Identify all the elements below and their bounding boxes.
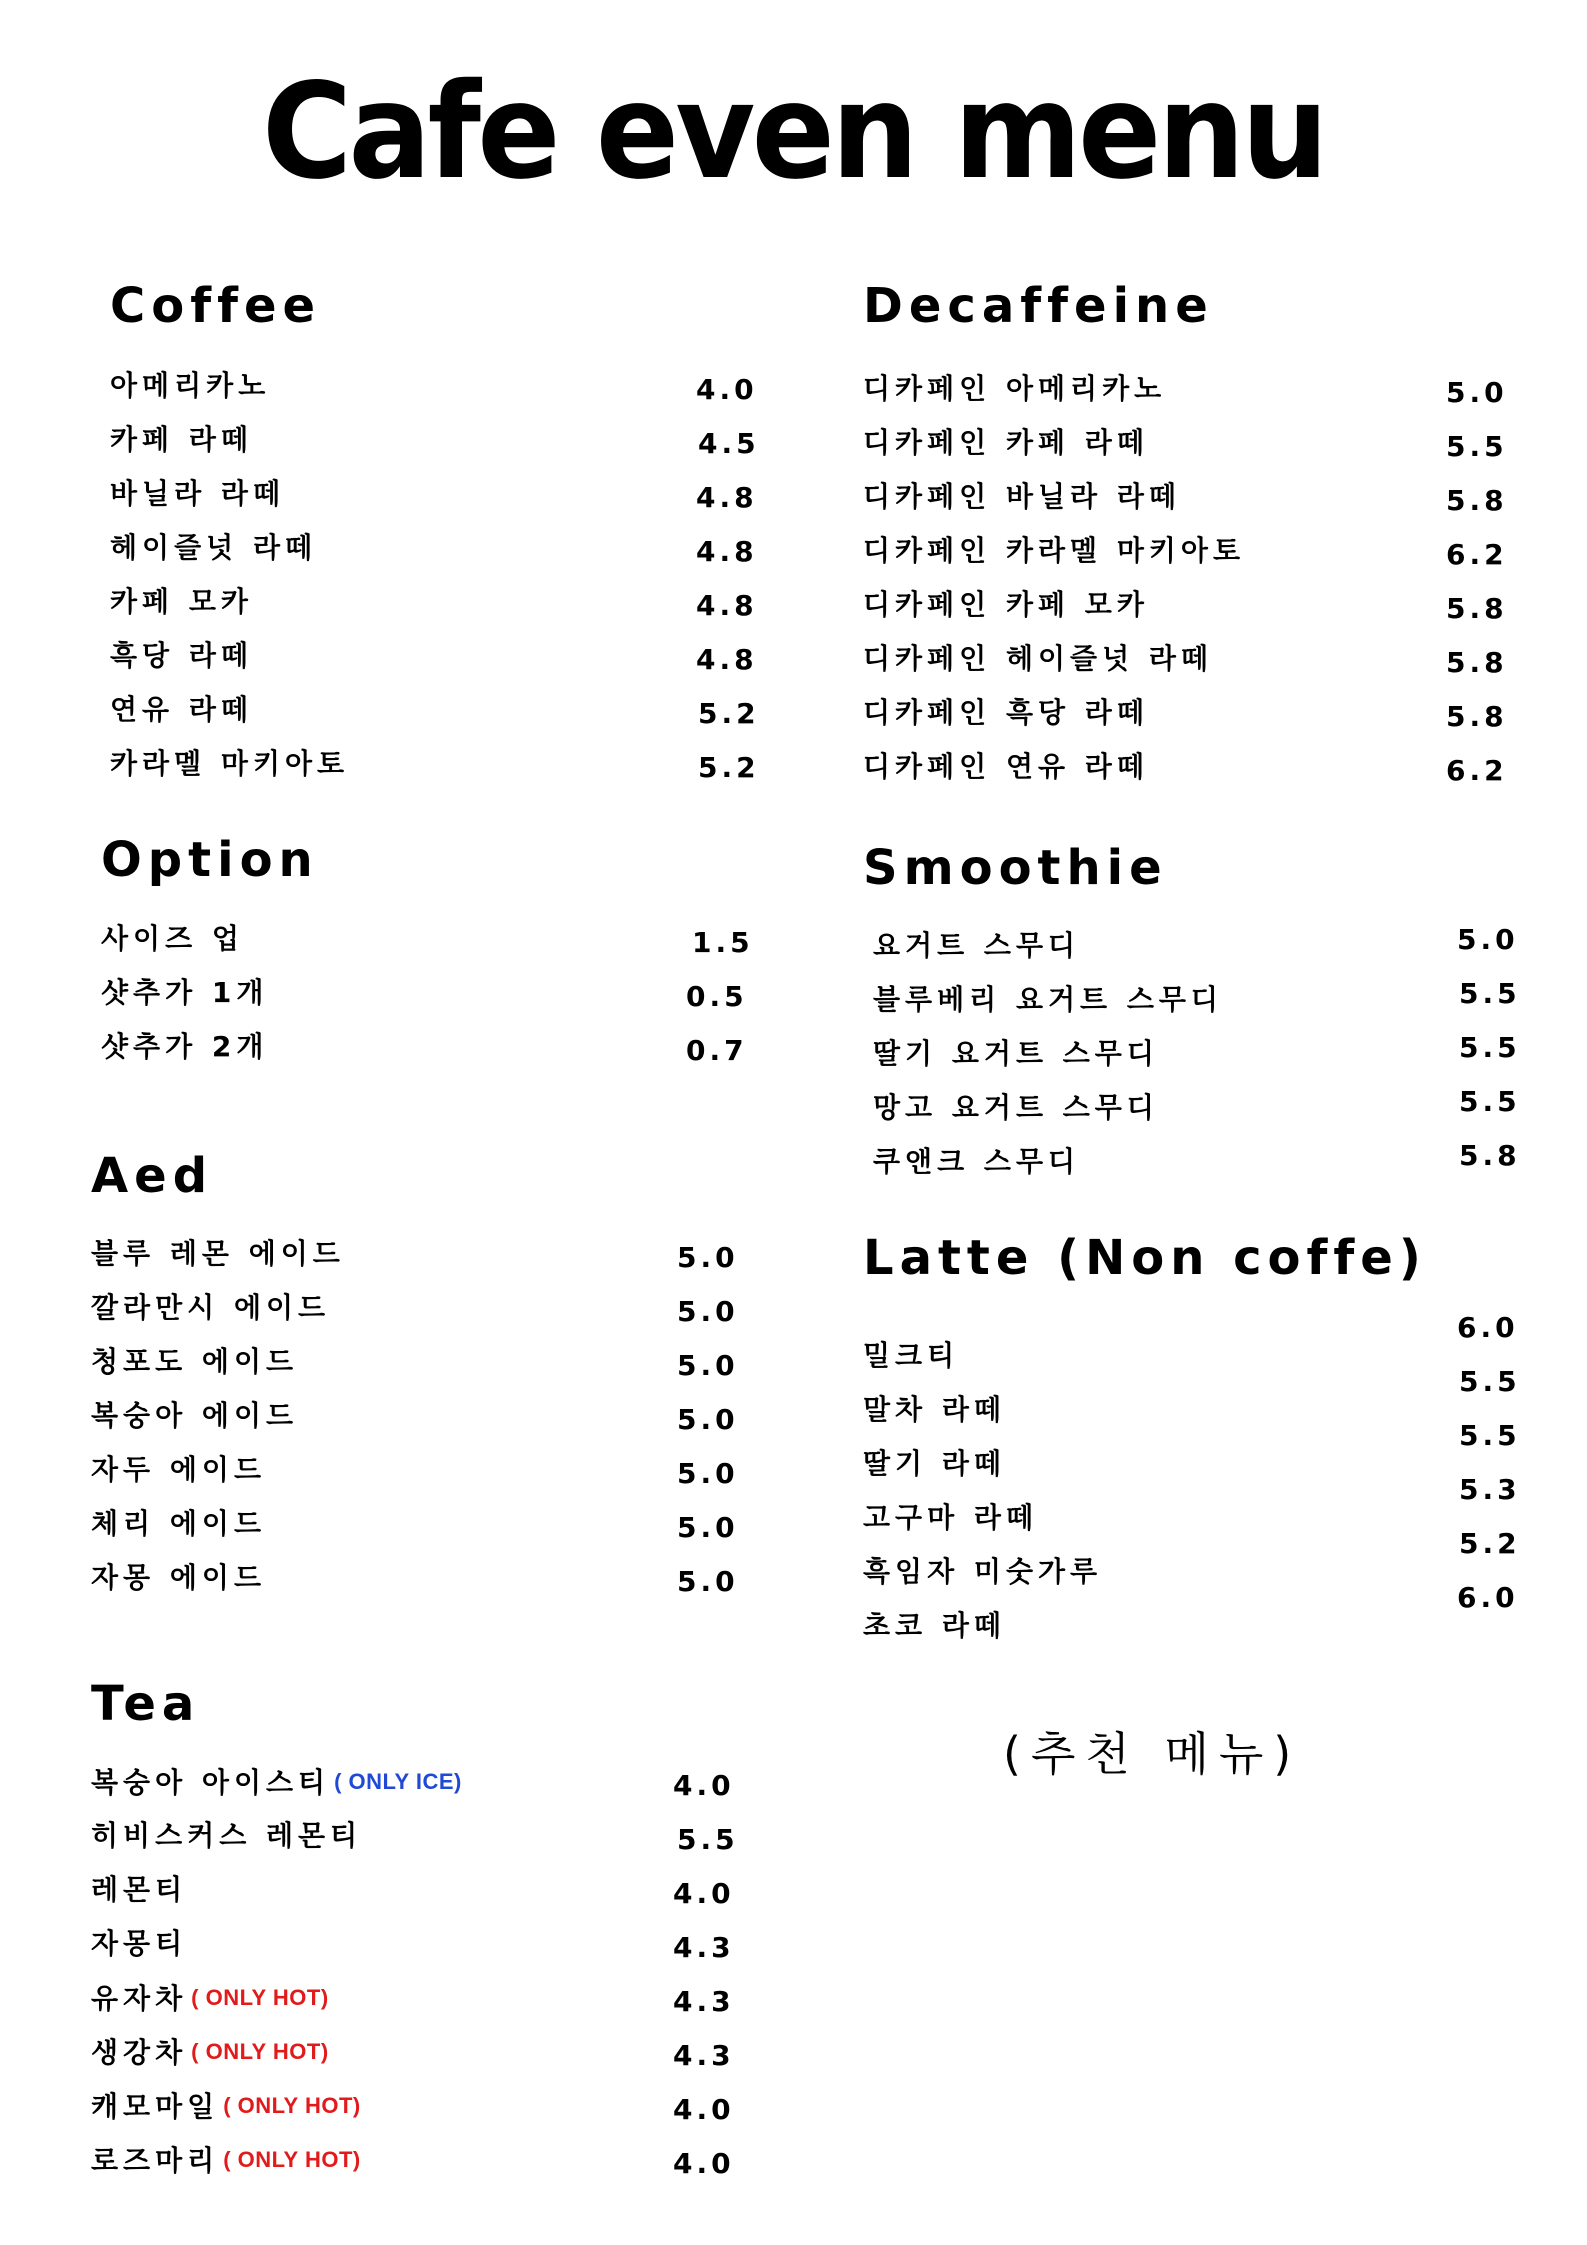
item-price: 5.0 [1446,376,1508,409]
item-name-text: 생강차 [91,2036,188,2069]
list-item [91,2034,751,2088]
item-price: 5.0 [677,1511,739,1544]
item-price: 5.8 [1446,700,1508,733]
list-item [91,1980,751,2034]
item-name: 디카페인 아메리카노 [863,372,1167,405]
list-item [863,371,1523,425]
menu-title: Cafe even menu [262,55,1325,209]
item-price: 5.0 [677,1241,739,1274]
item-name: 블루베리 요거트 스무디 [873,983,1223,1016]
list-item [91,1764,751,1818]
item-name: 디카페인 카라멜 마키아토 [863,534,1246,567]
list-item [110,638,758,692]
item-name: 디카페인 카페 라떼 [863,426,1149,459]
item-name: 디카페인 흑당 라떼 [863,696,1149,729]
item-price: 4.0 [673,2147,735,2180]
item-price: 5.5 [677,1823,739,1856]
item-name: 딸기 요거트 스무디 [873,1037,1159,1070]
list-item [91,2088,751,2142]
item-price: 4.3 [673,2039,735,2072]
item-price: 5.5 [1459,1365,1521,1398]
item-price: 5.5 [1459,977,1521,1010]
latte-heading: Latte (Non coffe) [863,1230,1427,1286]
item-name: 바닐라 라떼 [110,477,285,510]
item-price: 5.8 [1446,484,1508,517]
item-price: 5.5 [1446,430,1508,463]
item-price: 6.0 [1457,1311,1519,1344]
list-item [863,1030,1533,1084]
item-name: 요거트 스무디 [873,929,1081,962]
list-item [101,975,751,1029]
aed-heading: Aed [91,1148,214,1204]
item-name: 망고 요거트 스무디 [873,1091,1159,1124]
item-name-text: 캐모마일 [91,2090,220,2123]
item-price: 4.0 [696,373,758,406]
item-price: 5.2 [1459,1527,1521,1560]
list-item [863,749,1523,803]
list-item [91,1560,741,1614]
item-price: 5.0 [677,1457,739,1490]
item-price: 5.8 [1446,592,1508,625]
item-price: 5.0 [677,1565,739,1598]
list-item [91,2142,751,2196]
tea-heading: Tea [91,1676,201,1732]
item-name: 아메리카노 [110,369,271,402]
list-item [91,1872,751,1926]
item-name: 히비스커스 레몬티 [91,1819,363,1852]
list-item [91,1398,741,1452]
item-price: 4.8 [696,589,758,622]
list-item [91,1506,741,1560]
item-price: 4.8 [696,481,758,514]
only-hot-note: ( ONLY HOT) [191,1985,329,2010]
item-name: 복숭아 에이드 [91,1399,299,1432]
item-name: 자두 에이드 [91,1453,266,1486]
item-name: 자몽티 [91,1927,188,1960]
item-price: 5.2 [698,697,760,730]
list-item [91,1344,741,1398]
list-item [863,1084,1533,1138]
item-price: 5.8 [1459,1139,1521,1172]
item-price: 0.7 [686,1034,748,1067]
item-name: 디카페인 연유 라떼 [863,750,1149,783]
item-name: 카페 모카 [110,585,253,618]
only-hot-note: ( ONLY HOT) [223,2147,361,2172]
item-price: 5.0 [677,1349,739,1382]
item-name: 카라멜 마키아토 [110,747,350,780]
item-name: 사이즈 업 [101,922,244,955]
only-hot-note: ( ONLY HOT) [191,2039,329,2064]
list-item [110,476,758,530]
item-price: 5.0 [1457,923,1519,956]
option-heading: Option [101,832,319,888]
item-name-text: 복숭아 아이스티 [91,1766,331,1799]
only-hot-note: ( ONLY HOT) [223,2093,361,2118]
item-name: 샷추가 2개 [101,1030,269,1063]
item-price: 4.0 [673,1769,735,1802]
recommended-menu-label: (추천 메뉴) [1003,1727,1302,1781]
only-ice-note: ( ONLY ICE) [334,1769,462,1794]
item-name: 체리 에이드 [91,1507,266,1540]
item-price: 0.5 [686,980,748,1013]
item-price: 5.8 [1446,646,1508,679]
list-item [863,533,1523,587]
list-item [863,1138,1533,1192]
item-price: 5.2 [698,751,760,784]
list-item [91,1236,741,1290]
item-price: 5.5 [1459,1085,1521,1118]
coffee-heading: Coffee [110,278,322,334]
list-item [863,587,1523,641]
item-name [91,2088,361,2125]
item-price: 6.2 [1446,754,1508,787]
item-price: 4.0 [673,1877,735,1910]
item-name: 흑당 라떼 [110,639,253,672]
item-name: 밀크티 [863,1339,960,1372]
item-name: 흑임자 미숫가루 [863,1555,1103,1588]
item-price: 5.5 [1459,1031,1521,1064]
item-name: 샷추가 1개 [101,976,269,1009]
list-item [110,692,760,746]
item-price: 4.3 [673,1985,735,2018]
item-name: 자몽 에이드 [91,1561,266,1594]
item-name: 딸기 라떼 [863,1447,1006,1480]
item-name [91,1980,329,2017]
item-name: 디카페인 바닐라 라떼 [863,480,1181,513]
list-item [863,641,1523,695]
item-price: 4.8 [696,643,758,676]
list-item [101,921,754,975]
item-name: 고구마 라떼 [863,1501,1038,1534]
item-price: 1.5 [692,926,754,959]
item-price: 5.3 [1459,1473,1521,1506]
list-item [101,1029,751,1083]
item-price: 4.0 [673,2093,735,2126]
item-name [91,1764,462,1801]
item-name: 레몬티 [91,1873,188,1906]
list-item [91,1818,751,1872]
item-name-text: 유자차 [91,1982,188,2015]
list-item [91,1290,741,1344]
item-name: 깔라만시 에이드 [91,1291,331,1324]
list-item [863,976,1533,1030]
item-name: 연유 라떼 [110,693,253,726]
item-name: 블루 레몬 에이드 [91,1237,345,1270]
list-item [110,530,758,584]
item-price: 5.5 [1459,1419,1521,1452]
item-price: 4.3 [673,1931,735,1964]
list-item [863,695,1523,749]
item-price: 5.0 [677,1295,739,1328]
decaffeine-heading: Decaffeine [863,278,1214,334]
list-item [110,746,760,800]
item-name: 카페 라떼 [110,423,253,456]
item-price: 5.0 [677,1403,739,1436]
item-name: 헤이즐넛 라떼 [110,531,318,564]
item-name: 쿠앤크 스무디 [873,1145,1081,1178]
item-price: 6.0 [1457,1581,1519,1614]
list-item [863,922,1533,976]
item-name: 디카페인 헤이즐넛 라떼 [863,642,1213,675]
smoothie-heading: Smoothie [863,840,1168,896]
item-name: 초코 라떼 [863,1609,1006,1642]
list-item [863,425,1523,479]
item-price: 6.2 [1446,538,1508,571]
list-item [91,1926,751,1980]
item-price: 4.8 [696,535,758,568]
item-name: 디카페인 카페 모카 [863,588,1149,621]
item-name: 말차 라떼 [863,1393,1006,1426]
list-item [863,479,1523,533]
item-name [91,2142,361,2179]
item-name [91,2034,329,2071]
item-name-text: 로즈마리 [91,2144,220,2177]
list-item [91,1452,741,1506]
item-price: 4.5 [698,427,760,460]
list-item [110,368,758,422]
item-name: 청포도 에이드 [91,1345,299,1378]
list-item [110,584,758,638]
list-item [110,422,760,476]
